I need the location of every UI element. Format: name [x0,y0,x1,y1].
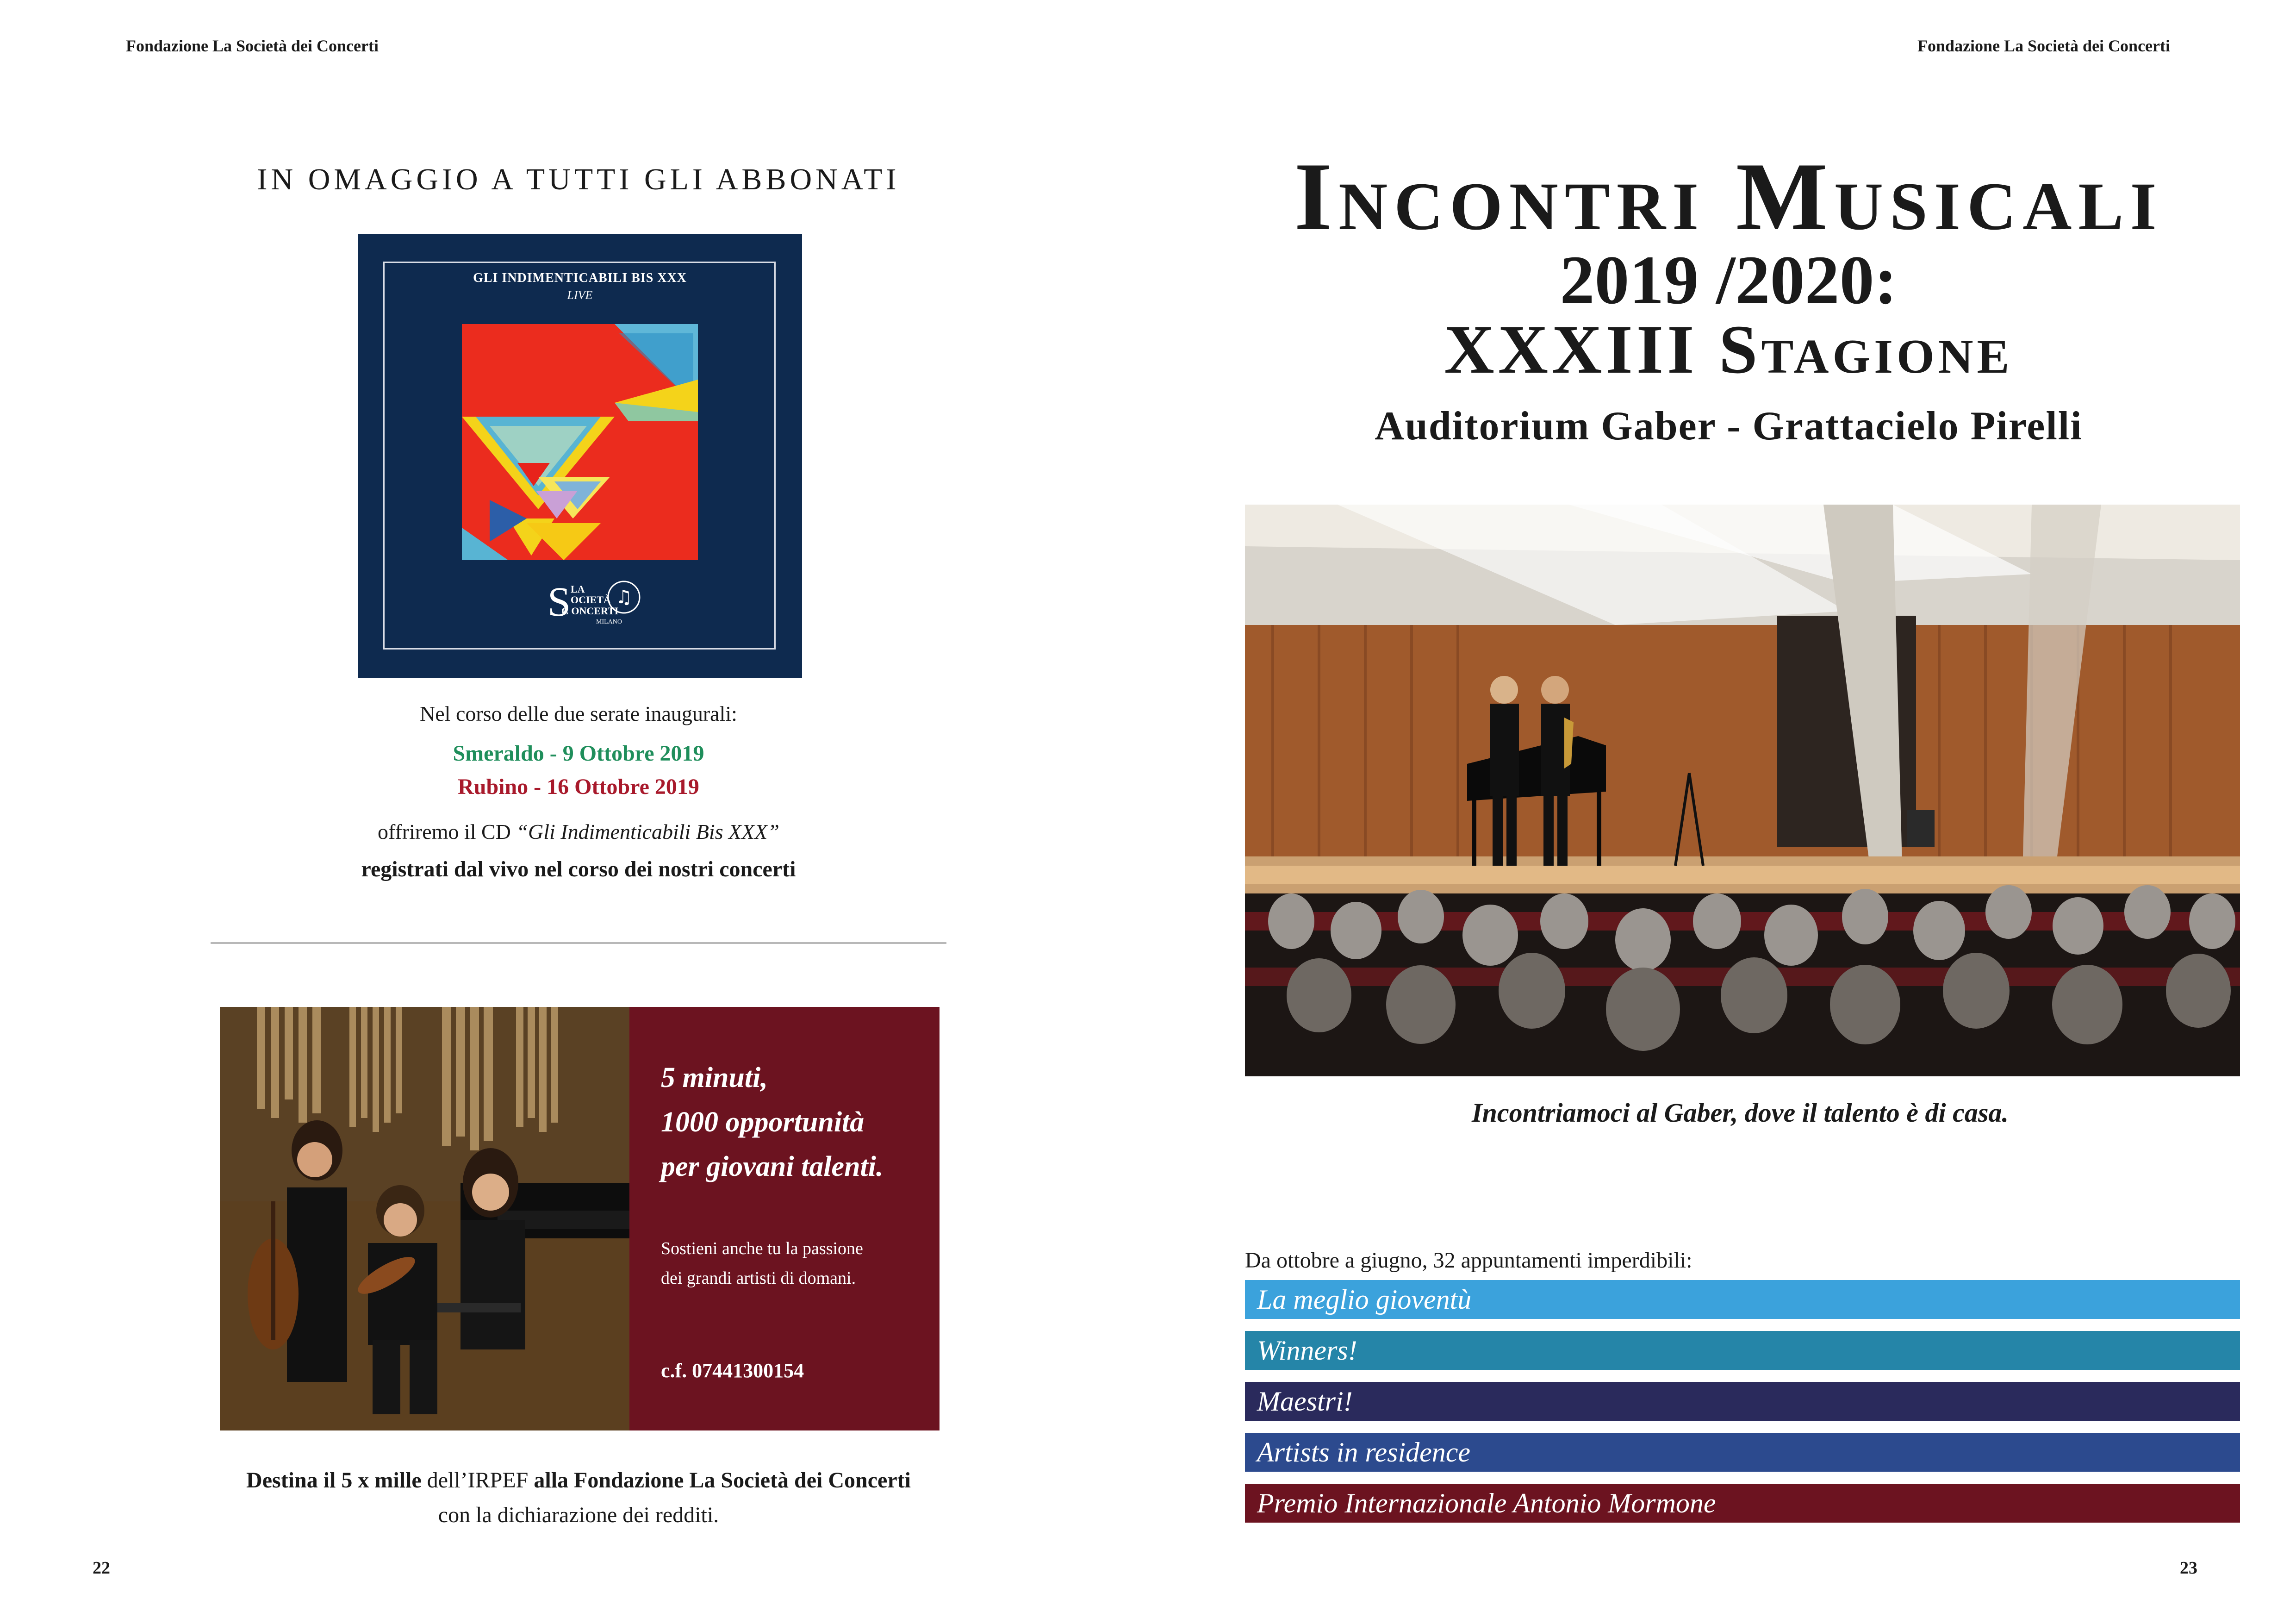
series-bar-la-meglio-gioventu [1245,1280,2240,1319]
date-rubino: Rubino - 16 Ottobre 2019 [458,775,699,799]
five-per-mille-ad [629,1007,940,1430]
young-musicians-photo [220,1007,629,1430]
five-per-mille-bold1: Destina il 5 x mille [246,1468,422,1493]
cd-offer-text [139,819,1018,844]
five-per-mille-regular: dell’IRPEF [421,1468,534,1493]
ad-subtext-line2: dei grandi artisti di domani. [661,1268,856,1288]
gift-title: IN OMAGGIO A TUTTI GLI ABBONATI [257,162,900,196]
series-label: Premio Internazionale Antonio Mormone [1257,1488,1716,1518]
svg-text:S: S [548,579,571,625]
series-bar-maestri [1245,1382,2240,1421]
svg-text:♫: ♫ [616,587,632,608]
tagline: Incontriamoci al Gaber, dove il talento è di casa. [1472,1098,2009,1128]
cd-cover-image [358,234,802,678]
running-header-left: Fondazione La Società dei Concerti [126,37,379,55]
series-label: Artists in residence [1257,1437,1471,1468]
svg-text:MILANO: MILANO [596,618,622,625]
series-label: Maestri! [1257,1386,1353,1417]
five-per-mille-line2: con la dichiarazione dei redditi. [438,1503,719,1527]
fiscal-code: c.f. 07441300154 [661,1359,804,1382]
running-header-right: Fondazione La Società dei Concerti [1917,37,2170,55]
series-bar-premio-mormone [1245,1484,2240,1523]
cd-cover-title: GLI INDIMENTICABILI BIS XXX [473,271,687,285]
svg-text:C ONCERTI: C ONCERTI [561,605,619,617]
season-number: XXXIII Stagione [1444,311,2013,388]
events-intro: Da ottobre a giugno, 32 appuntamenti imperdibili: [1245,1248,1692,1273]
ad-subtext-line1: Sostieni anche tu la passione [661,1239,863,1258]
series-bar-artists-in-residence [1245,1433,2240,1472]
cd-cover-artwork [462,324,698,560]
svg-text:OCIETÀ: OCIETÀ [571,594,611,606]
cd-cover-subtitle: LIVE [567,288,593,302]
venue-name: Auditorium Gaber - Grattacielo Pirelli [1375,404,2083,449]
societa-concerti-logo [510,572,649,627]
date-smeraldo: Smeraldo - 9 Ottobre 2019 [453,741,704,766]
section-divider [211,942,946,944]
ad-headline-line1: 5 minuti, [661,1062,768,1093]
five-per-mille-bold2: alla Fondazione La Società dei Concerti [534,1468,911,1493]
ad-subtext [661,1234,929,1293]
series-bar-winners [1245,1331,2240,1370]
auditorium-concert-photo [1245,505,2240,1076]
five-per-mille-line1 [139,1468,1018,1493]
season-title: Incontri Musicali [1294,143,2163,250]
svg-text:LA: LA [571,583,585,595]
cd-offer-prefix: offriremo il CD [378,820,516,843]
series-label: La meglio gioventù [1257,1284,1472,1315]
cd-offer-title: “Gli Indimenticabili Bis XXX” [516,820,779,843]
ad-headline-line3: per giovani talenti. [661,1151,884,1182]
page-number-left: 22 [93,1558,110,1578]
season-years: 2019 /2020: [1560,242,1898,319]
ad-headline-line2: 1000 opportunità [661,1106,865,1138]
page-number-right: 23 [2180,1558,2197,1578]
series-label: Winners! [1257,1335,1357,1366]
cd-offer-detail: registrati dal vivo nel corso dei nostri concerti [361,857,796,881]
inaugural-intro: Nel corso delle due serate inaugurali: [420,702,737,725]
ad-headline [661,1056,929,1189]
